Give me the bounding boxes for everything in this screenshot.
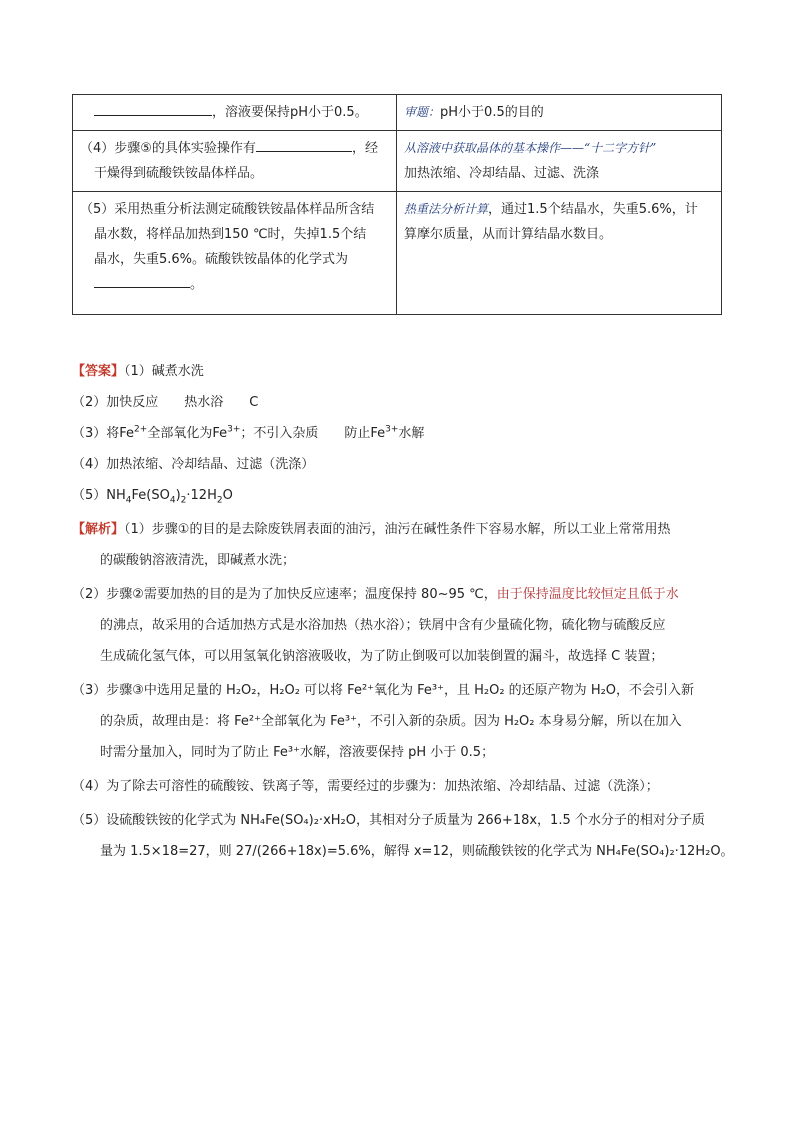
analysis-highlight: 由于保持温度比较恒定且低于水 [496, 587, 679, 602]
analysis-line: （4）为了除去可溶性的硫酸铵、铁离子等，需要经过的步骤为：加热浓缩、冷却结晶、过滤（洗涤）； [72, 779, 659, 794]
analysis-tag: 【解析】 [72, 522, 125, 537]
answer-line-1 [72, 360, 204, 379]
analysis-line [72, 583, 679, 602]
analysis-text: （2）步骤②需要加热的目的是为了加快反应速率；温度保持 80~95 ℃， [72, 587, 497, 602]
answer-text: （1）碱煮水洗 [124, 364, 204, 379]
analysis-line: （5）设硫酸铁铵的化学式为 NH₄Fe(SO₄)₂·xH₂O，其相对分子质量为 266+18x，1.5 个水分子的相对分子质 [72, 813, 705, 828]
superscript: 3+ [385, 424, 399, 435]
answer-blank [256, 137, 352, 152]
answer-text: Fe(SO [131, 488, 170, 503]
table-row [73, 131, 722, 192]
hint-cell [397, 131, 722, 192]
question-text: 晶水，失重5.6%。硫酸铁铵晶体的化学式为 [94, 252, 349, 267]
answer-blank [94, 101, 212, 116]
answer-line-2: （2）加快反应 热水浴 C [72, 395, 259, 410]
hint-cell [397, 192, 722, 315]
answer-text: O [222, 488, 233, 503]
question-cell [73, 95, 397, 131]
hint-text: 加热浓缩、冷却结晶、过滤、洗涤 [404, 166, 600, 181]
hint-cell [397, 95, 722, 131]
question-cell [73, 192, 397, 315]
analysis-line: 生成硫化氢气体，可以用氢氧化钠溶液吸收，为了防止倒吸可以加装倒置的漏斗，故选择 C 装置； [100, 649, 664, 664]
analysis-line: 的碳酸钠溶液清洗，即碱煮水洗； [100, 553, 296, 568]
table-row [73, 192, 722, 315]
question-cell [73, 131, 397, 192]
answer-text: ；不引入杂质 防止Fe [240, 426, 386, 441]
question-text: 。 [190, 277, 204, 292]
question-text: （4）步骤⑤的具体实验操作有 [80, 141, 256, 156]
handwritten-note: 热重法分析计算 [404, 202, 489, 216]
answer-text: （5）NH [72, 488, 126, 503]
answer-text: （3）将Fe [72, 426, 135, 441]
answer-tag: 【答案】 [72, 364, 125, 379]
analysis-line: （3）步骤③中选用足量的 H₂O₂，H₂O₂ 可以将 Fe²⁺氧化为 Fe³⁺，且 H₂O₂ 的还原产物为 H₂O，不会引入新 [72, 683, 695, 698]
hint-text: 算摩尔质量，从而计算结晶水数目。 [404, 227, 613, 242]
hint-text: pH小于0.5的目的 [440, 105, 544, 120]
question-text: （5）采用热重分析法测定硫酸铁铵晶体样品所含结 [80, 202, 375, 217]
superscript: 2+ [134, 424, 148, 435]
analysis-line: 的杂质，故理由是：将 Fe²⁺全部氧化为 Fe³⁺，不引入新的杂质。因为 H₂O₂ 本身易分解，所以在加入 [100, 714, 682, 729]
subscript: 2 [216, 495, 223, 506]
analysis-line: 时需分量加入，同时为了防止 Fe³⁺水解，溶液要保持 pH 小于 0.5； [100, 745, 495, 760]
subscript: 4 [125, 495, 132, 506]
answer-text: 全部氧化为Fe [147, 426, 228, 441]
question-text: ，溶液要保持pH小于0.5。 [212, 105, 368, 120]
question-text: 干燥得到硫酸铁铵晶体样品。 [94, 166, 264, 181]
handwritten-note: 从溶液中获取晶体的基本操作——“十二字方针” [404, 141, 657, 155]
analysis-line [72, 518, 670, 537]
subscript: 2 [180, 495, 187, 506]
hint-text: ，通过1.5个结晶水，失重5.6%，计 [488, 202, 698, 217]
question-table [72, 94, 722, 315]
answer-blank [94, 273, 190, 288]
answer-line-4: （4）加热浓缩、冷却结晶、过滤（洗涤） [72, 457, 315, 472]
answer-line-5 [72, 484, 233, 506]
superscript: 3+ [227, 424, 241, 435]
analysis-text: （1）步骤①的目的是去除废铁屑表面的油污，油污在碱性条件下容易水解，所以工业上常常用热 [124, 522, 671, 537]
analysis-line: 量为 1.5×18=27，则 27/(266+18x)=5.6%，解得 x=12，则硫酸铁铵的化学式为 NH₄Fe(SO₄)₂·12H₂O。 [100, 844, 734, 859]
answer-line-3 [72, 422, 424, 441]
answer-text: 水解 [398, 426, 425, 441]
analysis-line: 的沸点，故采用的合适加热方式是水浴加热（热水浴）；铁屑中含有少量硫化物，硫化物与硫酸反应 [100, 618, 666, 633]
subscript: 4 [169, 495, 176, 506]
handwritten-note: 审题： [404, 105, 441, 119]
question-text: 晶水数，将样品加热到150 ℃时，失掉1.5个结 [94, 227, 367, 242]
answer-text: ) [175, 488, 181, 503]
answer-text: ·12H [186, 488, 217, 503]
question-text: ，经 [351, 141, 378, 156]
table-row [73, 95, 722, 131]
